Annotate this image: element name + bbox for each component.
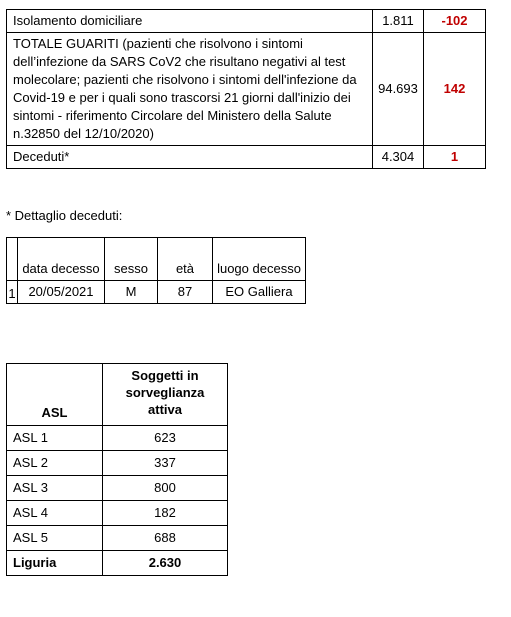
table-row: [7, 451, 228, 476]
asl-name: ASL 3: [7, 476, 103, 501]
asl-name: ASL 2: [7, 451, 103, 476]
total-name: Liguria: [7, 551, 103, 576]
death-sex: M: [105, 281, 158, 304]
row-value: 1.811: [373, 10, 424, 33]
age-header: età: [158, 238, 213, 281]
total-row: [7, 551, 228, 576]
asl-name: ASL 1: [7, 426, 103, 451]
table-row: [7, 426, 228, 451]
row-label: Deceduti*: [7, 146, 373, 169]
death-age: 87: [158, 281, 213, 304]
asl-value: 182: [103, 501, 228, 526]
asl-header: ASL: [7, 364, 103, 426]
row-label: Isolamento domiciliare: [7, 10, 373, 33]
table-row: [7, 281, 306, 304]
summary-table: [6, 9, 486, 169]
asl-value: 688: [103, 526, 228, 551]
asl-value: 337: [103, 451, 228, 476]
row-delta: 142: [424, 33, 486, 146]
table-row: [7, 33, 486, 146]
row-index: 1: [7, 281, 18, 304]
row-value: 4.304: [373, 146, 424, 169]
row-label: TOTALE GUARITI (pazienti che risolvono i sintomi dell’infezione da SARS CoV2 che risultano negativi al test molecolare; pazienti che risolvono i sintomi dell'infezione da Covid-19 e per i quali sono trascorsi 21 giorni dall'inizio dei sintomi - riferimento Circolare del Ministero della Salute n.32850 del 12/10/2020): [7, 33, 373, 146]
asl-value: 623: [103, 426, 228, 451]
table-row: [7, 501, 228, 526]
death-place: EO Galliera: [213, 281, 306, 304]
table-row: [7, 476, 228, 501]
row-delta: 1: [424, 146, 486, 169]
death-date: 20/05/2021: [18, 281, 105, 304]
date-header: data decesso: [18, 238, 105, 281]
deaths-detail-table: [6, 237, 306, 304]
table-row: [7, 526, 228, 551]
place-header: luogo decesso: [213, 238, 306, 281]
asl-surveillance-table: [6, 363, 228, 576]
asl-value: 800: [103, 476, 228, 501]
table-row: [7, 146, 486, 169]
surveillance-header: Soggetti in sorveglianza attiva: [103, 364, 228, 426]
asl-name: ASL 5: [7, 526, 103, 551]
asl-name: ASL 4: [7, 501, 103, 526]
table-row: [7, 10, 486, 33]
deaths-footnote: * Dettaglio deceduti:: [6, 208, 123, 223]
index-header: [7, 238, 18, 281]
row-value: 94.693: [373, 33, 424, 146]
row-delta: -102: [424, 10, 486, 33]
sex-header: sesso: [105, 238, 158, 281]
table-header-row: [7, 364, 228, 426]
table-header-row: [7, 238, 306, 281]
total-value: 2.630: [103, 551, 228, 576]
